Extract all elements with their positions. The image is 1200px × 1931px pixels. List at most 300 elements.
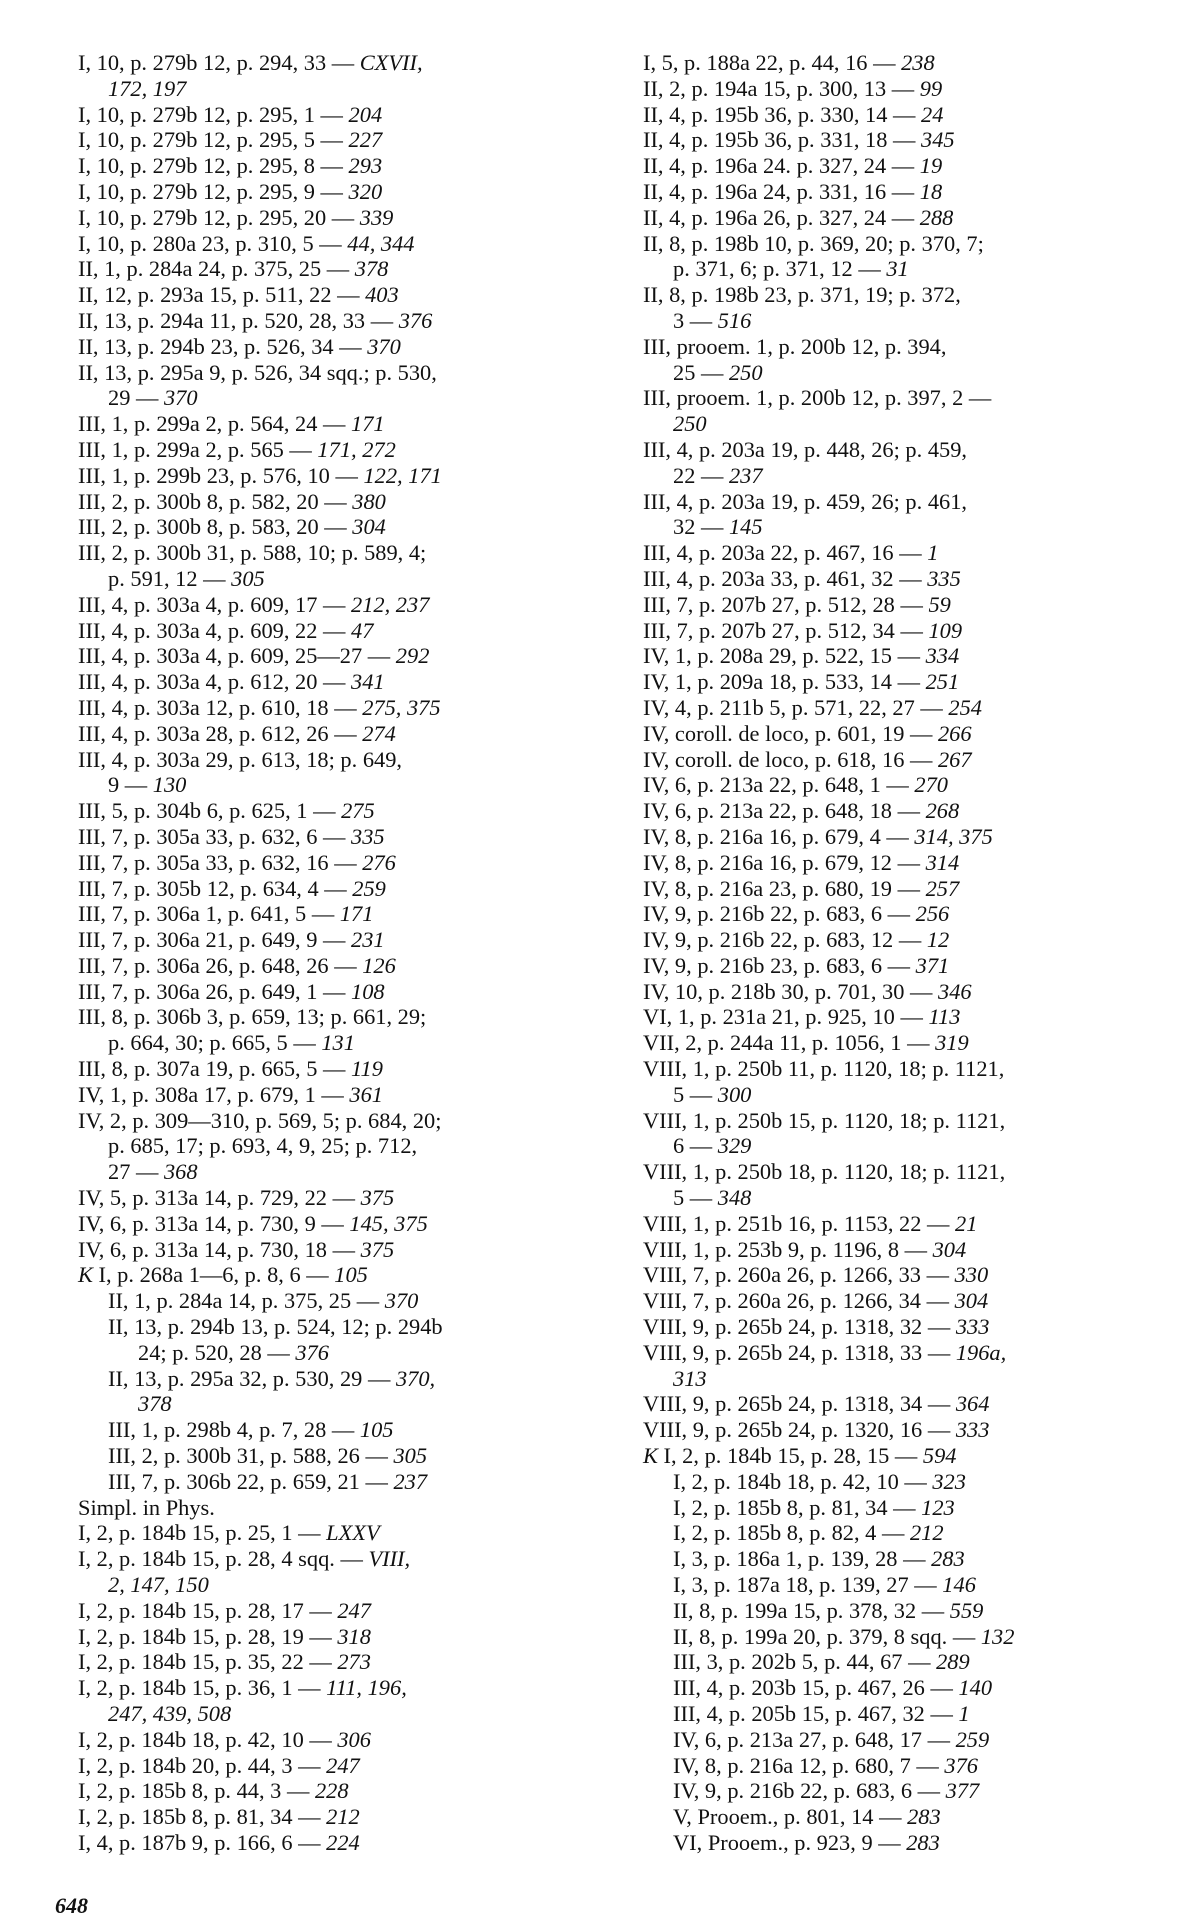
index-entry xyxy=(643,1701,1143,1727)
index-entry xyxy=(643,282,1143,334)
entry-continuation xyxy=(673,514,1143,540)
page-reference: 132 xyxy=(980,1623,1015,1649)
page-reference: 378 xyxy=(138,1391,172,1417)
page-reference: 123 xyxy=(921,1494,955,1520)
locus-text: III, 8, p. 306b 3, p. 659, 13; p. 661, 29; xyxy=(78,1004,427,1030)
index-entry xyxy=(78,308,578,334)
locus-text: VIII, 1, p. 250b 11, p. 1120, 18; p. 1121, xyxy=(643,1056,1005,1082)
index-entry xyxy=(78,1108,578,1185)
locus-text: III, 1, p. 299a 2, p. 564, 24 — xyxy=(78,411,352,437)
locus-text: III, 7, p. 306a 21, p. 649, 9 — xyxy=(78,927,352,953)
page-reference: 313 xyxy=(673,1365,707,1391)
page-reference: 334 xyxy=(925,643,960,669)
page-reference: 212, 237 xyxy=(351,591,430,617)
locus-text: VIII, 7, p. 260a 26, p. 1266, 33 — xyxy=(643,1262,955,1288)
page-reference: 224 xyxy=(326,1829,360,1855)
page-reference: 113 xyxy=(928,1004,961,1030)
index-entry xyxy=(78,1469,578,1495)
index-entry xyxy=(78,282,578,308)
page-reference: 376 xyxy=(398,307,433,333)
locus-text: 6 — xyxy=(673,1133,718,1159)
entry-continuation xyxy=(673,463,1143,489)
page-reference: 304 xyxy=(352,514,386,540)
locus-text: III, prooem. 1, p. 200b 12, p. 394, xyxy=(643,333,947,359)
locus-text: I, 10, p. 280a 23, p. 310, 5 — xyxy=(78,230,348,256)
page-reference: 314 xyxy=(925,849,960,875)
locus-text: III, 7, p. 305a 33, p. 632, 16 — xyxy=(78,849,363,875)
locus-text: V, Prooem., p. 801, 14 — xyxy=(673,1804,908,1830)
index-entry xyxy=(78,1366,578,1418)
locus-text: III, 4, p. 303a 4, p. 609, 17 — xyxy=(78,591,352,617)
index-entry xyxy=(643,1727,1143,1753)
locus-text: 3 — xyxy=(673,307,718,333)
page-reference: 283 xyxy=(906,1829,940,1855)
index-entry xyxy=(643,1030,1143,1056)
page-reference: 273 xyxy=(337,1649,371,1675)
page-reference: 266 xyxy=(937,720,972,746)
locus-text: I, 2, p. 184b 15, p. 36, 1 — xyxy=(78,1675,327,1701)
locus-text: I, 10, p. 279b 12, p. 295, 5 — xyxy=(78,127,349,153)
page-reference: 19 xyxy=(919,153,943,179)
locus-text: VIII, 9, p. 265b 24, p. 1318, 34 — xyxy=(643,1391,956,1417)
index-entry xyxy=(643,1520,1143,1546)
index-entry xyxy=(78,1082,578,1108)
index-entry xyxy=(78,514,578,540)
page-reference: 292 xyxy=(395,643,430,669)
page-reference: 368 xyxy=(163,1159,198,1185)
index-entry xyxy=(643,1056,1143,1108)
page-reference: 304 xyxy=(932,1236,967,1262)
index-entry xyxy=(643,669,1143,695)
page-reference: 305 xyxy=(393,1443,428,1469)
locus-text: IV, coroll. de loco, p. 618, 16 — xyxy=(643,746,938,772)
entry-continuation xyxy=(673,360,1143,386)
page-reference: 247 xyxy=(337,1597,371,1623)
index-entry xyxy=(643,1108,1143,1160)
page-reference: 130 xyxy=(152,772,187,798)
page-reference: 18 xyxy=(919,178,943,204)
locus-text: IV, 6, p. 213a 22, p. 648, 18 — xyxy=(643,798,926,824)
page-reference: 335 xyxy=(351,823,385,849)
index-entry xyxy=(643,695,1143,721)
locus-text: III, 4, p. 203b 15, p. 467, 26 — xyxy=(673,1675,959,1701)
page-reference: 376 xyxy=(295,1339,329,1365)
page-reference: 305 xyxy=(231,565,265,591)
locus-text: II, 4, p. 196a 24. p. 327, 24 — xyxy=(643,153,920,179)
locus-text: VIII, 9, p. 265b 24, p. 1318, 32 — xyxy=(643,1314,956,1340)
locus-text: IV, 6, p. 213a 22, p. 648, 1 — xyxy=(643,772,915,798)
index-entry xyxy=(643,1340,1143,1392)
locus-text: p. 591, 12 — xyxy=(108,565,232,591)
locus-text: IV, 10, p. 218b 30, p. 701, 30 — xyxy=(643,978,939,1004)
page-reference: 131 xyxy=(321,1030,355,1056)
page-reference: 306 xyxy=(337,1726,371,1752)
page-reference: 145 xyxy=(728,514,763,540)
locus-text: II, 4, p. 195b 36, p. 330, 14 — xyxy=(643,101,922,127)
page-reference: 370, xyxy=(395,1365,436,1391)
locus-text: IV, 6, p. 313a 14, p. 730, 9 — xyxy=(78,1210,350,1236)
page-reference: 335 xyxy=(927,565,961,591)
page-reference: 259 xyxy=(352,875,386,901)
index-entry xyxy=(643,489,1143,541)
locus-text: III, 7, p. 306a 26, p. 649, 1 — xyxy=(78,978,352,1004)
index-entry xyxy=(643,876,1143,902)
page-reference: 21 xyxy=(955,1210,978,1236)
index-entry xyxy=(78,1830,578,1856)
page-reference: 237 xyxy=(393,1468,428,1494)
locus-text: III, 4, p. 203a 33, p. 461, 32 — xyxy=(643,565,928,591)
index-entry xyxy=(643,566,1143,592)
section-heading xyxy=(78,1495,578,1521)
locus-text: 32 — xyxy=(673,514,729,540)
locus-text: I, 2, p. 184b 20, p. 44, 3 — xyxy=(78,1752,327,1778)
page-reference: 375 xyxy=(360,1236,395,1262)
locus-text: p. 664, 30; p. 665, 5 — xyxy=(108,1030,322,1056)
index-entry xyxy=(643,1237,1143,1263)
entry-continuation xyxy=(673,1185,1143,1211)
page-reference: 2, 147, 150 xyxy=(108,1572,209,1598)
index-entry xyxy=(78,153,578,179)
index-entry xyxy=(78,876,578,902)
index-entry xyxy=(643,179,1143,205)
index-entry xyxy=(78,1598,578,1624)
locus-text: 29 — xyxy=(108,385,164,411)
page-reference: 364 xyxy=(955,1391,990,1417)
page-reference: 276 xyxy=(362,849,396,875)
locus-text: III, 2, p. 300b 8, p. 582, 20 — xyxy=(78,488,353,514)
locus-text: II, 13, p. 294a 11, p. 520, 28, 33 — xyxy=(78,307,399,333)
page-reference: CXVII, xyxy=(359,50,423,75)
page-reference: 31 xyxy=(886,256,909,282)
locus-text: II, 4, p. 196a 24, p. 331, 16 — xyxy=(643,178,920,204)
index-entry xyxy=(78,721,578,747)
index-entry xyxy=(78,1056,578,1082)
page-reference: 361 xyxy=(349,1081,383,1107)
locus-text: I, 3, p. 187a 18, p. 139, 27 — xyxy=(673,1572,943,1598)
page-reference: 594 xyxy=(922,1443,957,1469)
locus-text: III, 5, p. 304b 6, p. 625, 1 — xyxy=(78,798,342,824)
entry-continuation xyxy=(138,1391,578,1417)
locus-text: III, 7, p. 306a 1, p. 641, 5 — xyxy=(78,901,340,927)
index-entry xyxy=(78,669,578,695)
entry-continuation xyxy=(108,1030,578,1056)
locus-text: p. 685, 17; p. 693, 4, 9, 25; p. 712, xyxy=(108,1133,418,1159)
page-reference: 320 xyxy=(348,178,383,204)
page-reference: 318 xyxy=(337,1623,371,1649)
locus-text: III, 7, p. 305b 12, p. 634, 4 — xyxy=(78,875,353,901)
index-entry xyxy=(643,824,1143,850)
index-entry xyxy=(78,1237,578,1263)
index-entry xyxy=(78,1520,578,1546)
index-entry xyxy=(78,256,578,282)
page-reference: 375 xyxy=(360,1185,395,1211)
page-reference: 333 xyxy=(955,1417,990,1443)
page-reference: 247 xyxy=(326,1752,360,1778)
index-entry xyxy=(643,1753,1143,1779)
locus-text: IV, 8, p. 216a 16, p. 679, 12 — xyxy=(643,849,926,875)
index-entry xyxy=(643,798,1143,824)
page-reference: 370 xyxy=(384,1288,419,1314)
index-entry xyxy=(78,1211,578,1237)
locus-text: Simpl. in Phys. xyxy=(78,1494,215,1520)
index-entry xyxy=(643,1649,1143,1675)
locus-text: 5 — xyxy=(673,1081,718,1107)
page-reference: 283 xyxy=(931,1546,965,1572)
locus-text: III, 4, p. 303a 28, p. 612, 26 — xyxy=(78,720,363,746)
page-reference: 403 xyxy=(365,282,399,308)
page-reference: 345 xyxy=(921,127,955,153)
index-entry xyxy=(78,179,578,205)
locus-text: 9 — xyxy=(108,772,153,798)
page-reference: 339 xyxy=(359,204,394,230)
page-reference: 319 xyxy=(935,1030,969,1056)
index-entry xyxy=(78,927,578,953)
index-entry xyxy=(78,1649,578,1675)
index-entry xyxy=(78,953,578,979)
index-entry xyxy=(643,618,1143,644)
index-entry xyxy=(78,798,578,824)
index-entry xyxy=(643,1624,1143,1650)
page-reference: VIII, xyxy=(368,1546,411,1572)
index-entry xyxy=(643,437,1143,489)
page-reference: 250 xyxy=(673,411,707,437)
locus-text: IV, 9, p. 216b 22, p. 683, 12 — xyxy=(643,927,927,953)
index-entry xyxy=(78,901,578,927)
page-reference: 231 xyxy=(351,927,385,953)
index-entry xyxy=(78,334,578,360)
index-entry xyxy=(78,824,578,850)
index-entry xyxy=(78,1443,578,1469)
page-reference: 238 xyxy=(901,50,935,75)
page-reference: 323 xyxy=(932,1468,966,1494)
page-reference: 227 xyxy=(348,127,383,153)
page-reference: 304 xyxy=(954,1288,989,1314)
entry-continuation xyxy=(673,1366,1143,1392)
page-reference: 283 xyxy=(907,1804,941,1830)
locus-text: I, 2, p. 184b 15, p. 25, 1 — xyxy=(78,1520,327,1546)
index-entry xyxy=(78,1546,578,1598)
index-entry xyxy=(643,747,1143,773)
index-entry xyxy=(643,1417,1143,1443)
index-entry xyxy=(78,1288,578,1314)
entry-continuation xyxy=(138,1340,578,1366)
page-reference: 341 xyxy=(351,669,385,695)
index-entry xyxy=(643,102,1143,128)
index-entry xyxy=(78,1185,578,1211)
index-column-right xyxy=(643,50,1143,1856)
index-entry xyxy=(78,540,578,592)
index-entry xyxy=(78,127,578,153)
index-entry xyxy=(643,1495,1143,1521)
index-entry xyxy=(78,437,578,463)
index-entry xyxy=(78,463,578,489)
index-entry xyxy=(78,1804,578,1830)
locus-text: IV, 6, p. 313a 14, p. 730, 18 — xyxy=(78,1236,361,1262)
index-entry xyxy=(78,1314,578,1366)
page-reference: 140 xyxy=(958,1675,993,1701)
page-reference: 275 xyxy=(341,798,375,824)
locus-text: I, 2, p. 185b 8, p. 82, 4 — xyxy=(673,1520,910,1546)
page-reference: 1 xyxy=(927,540,939,566)
entry-continuation xyxy=(108,1701,578,1727)
locus-text: III, 2, p. 300b 8, p. 583, 20 — xyxy=(78,514,353,540)
page-reference: 204 xyxy=(348,101,383,127)
page-reference: 171 xyxy=(351,411,385,437)
index-entry xyxy=(643,1314,1143,1340)
locus-text: I, 2, p. 184b 15, p. 28, 17 — xyxy=(78,1597,338,1623)
locus-text: VIII, 1, p. 250b 18, p. 1120, 18; p. 1121, xyxy=(643,1159,1006,1185)
index-entry xyxy=(643,1572,1143,1598)
locus-text: II, 4, p. 196a 26, p. 327, 24 — xyxy=(643,204,920,230)
locus-text: IV, 1, p. 308a 17, p. 679, 1 — xyxy=(78,1081,350,1107)
page-reference: 268 xyxy=(925,798,960,824)
index-entry xyxy=(78,1417,578,1443)
locus-text: III, 7, p. 306a 26, p. 648, 26 — xyxy=(78,952,363,978)
locus-text: VII, 2, p. 244a 11, p. 1056, 1 — xyxy=(643,1030,936,1056)
index-entry xyxy=(643,643,1143,669)
locus-text: I, 2, p. 184b 18, p. 42, 10 — xyxy=(78,1726,338,1752)
book-siglum: K xyxy=(643,1443,658,1469)
locus-text: IV, 9, p. 216b 22, p. 683, 6 — xyxy=(643,901,916,927)
locus-text: II, 2, p. 194a 15, p. 300, 13 — xyxy=(643,75,920,101)
index-entry xyxy=(643,592,1143,618)
entry-continuation xyxy=(108,566,578,592)
locus-text: IV, 1, p. 209a 18, p. 533, 14 — xyxy=(643,669,926,695)
page-reference: 247, 439, 508 xyxy=(108,1701,232,1726)
page-reference: 172, 197 xyxy=(108,75,187,101)
locus-text: III, 4, p. 303a 29, p. 613, 18; p. 649, xyxy=(78,746,403,772)
page-reference: 1 xyxy=(958,1701,970,1726)
index-entry xyxy=(78,411,578,437)
locus-text: IV, 9, p. 216b 22, p. 683, 6 — xyxy=(673,1778,946,1804)
locus-text: II, 8, p. 199a 15, p. 378, 32 — xyxy=(673,1597,950,1623)
page-reference: 259 xyxy=(955,1726,990,1752)
page-reference: 329 xyxy=(717,1133,752,1159)
index-entry xyxy=(643,540,1143,566)
page-reference: 559 xyxy=(949,1597,984,1623)
page-reference: 333 xyxy=(955,1314,990,1340)
locus-text: III, 4, p. 203a 22, p. 467, 16 — xyxy=(643,540,928,566)
entry-continuation xyxy=(108,1159,578,1185)
page-reference: 171 xyxy=(339,901,374,927)
index-entry xyxy=(643,772,1143,798)
index-entry xyxy=(643,1159,1143,1211)
page-reference: 171, 272 xyxy=(317,436,396,462)
page-reference: 380 xyxy=(352,488,386,514)
locus-text: III, 7, p. 207b 27, p. 512, 34 — xyxy=(643,617,929,643)
page-reference: 105 xyxy=(334,1262,368,1288)
page-reference: 267 xyxy=(937,746,972,772)
locus-text: VIII, 7, p. 260a 26, p. 1266, 34 — xyxy=(643,1288,955,1314)
locus-text: II, 8, p. 198b 23, p. 371, 19; p. 372, xyxy=(643,282,961,308)
index-entry xyxy=(78,979,578,1005)
locus-text: IV, 8, p. 216a 23, p. 680, 19 — xyxy=(643,875,926,901)
locus-text: II, 1, p. 284a 24, p. 375, 25 — xyxy=(78,256,355,282)
index-entry xyxy=(643,127,1143,153)
page-reference: LXXV xyxy=(326,1520,380,1546)
locus-text: IV, 9, p. 216b 23, p. 683, 6 — xyxy=(643,952,916,978)
index-entry xyxy=(78,1004,578,1056)
locus-text: I, 2, p. 184b 15, p. 28, 19 — xyxy=(78,1623,338,1649)
page-reference: 376 xyxy=(944,1752,978,1778)
locus-text: I, 2, p. 185b 8, p. 44, 3 — xyxy=(78,1778,315,1804)
locus-text: VIII, 9, p. 265b 24, p. 1318, 33 — xyxy=(643,1339,956,1365)
page-reference: 59 xyxy=(928,591,951,617)
index-entry xyxy=(643,1546,1143,1572)
page-reference: 314, 375 xyxy=(914,823,993,849)
entry-continuation xyxy=(108,76,578,102)
locus-text: 5 — xyxy=(673,1185,718,1211)
index-entry xyxy=(643,979,1143,1005)
index-entry xyxy=(643,76,1143,102)
locus-text: III, prooem. 1, p. 200b 12, p. 397, 2 — xyxy=(643,385,992,411)
locus-text: I, p. 268a 1—6, p. 8, 6 — xyxy=(92,1262,335,1288)
entry-continuation xyxy=(108,772,578,798)
page-reference: 12 xyxy=(926,927,950,953)
locus-text: III, 7, p. 305a 33, p. 632, 6 — xyxy=(78,823,352,849)
page-reference: 256 xyxy=(915,901,950,927)
locus-text: II, 13, p. 295a 32, p. 530, 29 — xyxy=(108,1365,396,1391)
page-reference: 44, 344 xyxy=(347,230,415,256)
index-entry xyxy=(643,153,1143,179)
page-reference: 300 xyxy=(717,1081,752,1107)
page-reference: 370 xyxy=(163,385,198,411)
page-reference: 145, 375 xyxy=(349,1210,428,1236)
page-reference: 289 xyxy=(936,1649,970,1675)
entry-continuation xyxy=(673,411,1143,437)
page-reference: 212 xyxy=(909,1520,944,1546)
locus-text: IV, 5, p. 313a 14, p. 729, 22 — xyxy=(78,1185,361,1211)
index-entry xyxy=(643,1391,1143,1417)
index-entry xyxy=(643,721,1143,747)
index-entry xyxy=(78,643,578,669)
page-reference: 293 xyxy=(348,153,383,179)
locus-text: 27 — xyxy=(108,1159,164,1185)
index-entry xyxy=(78,102,578,128)
index-entry xyxy=(643,1004,1143,1030)
locus-text: II, 8, p. 198b 10, p. 369, 20; p. 370, 7; xyxy=(643,230,984,256)
entry-continuation xyxy=(673,1133,1143,1159)
locus-text: II, 12, p. 293a 15, p. 511, 22 — xyxy=(78,282,366,308)
locus-text: III, 4, p. 303a 4, p. 609, 22 — xyxy=(78,617,352,643)
index-entry xyxy=(643,1778,1143,1804)
locus-text: I, 10, p. 279b 12, p. 295, 1 — xyxy=(78,101,349,127)
locus-text: p. 371, 6; p. 371, 12 — xyxy=(673,256,887,282)
page-reference: 254 xyxy=(948,694,982,720)
locus-text: IV, coroll. de loco, p. 601, 19 — xyxy=(643,720,938,746)
locus-text: I, 10, p. 279b 12, p. 295, 8 — xyxy=(78,153,349,179)
index-entry xyxy=(643,334,1143,386)
entry-continuation xyxy=(108,1133,578,1159)
index-entry xyxy=(78,1262,578,1288)
index-entry xyxy=(78,747,578,799)
page-reference: 377 xyxy=(945,1778,980,1804)
page-reference: 348 xyxy=(717,1185,752,1211)
index-entry xyxy=(78,1753,578,1779)
index-entry xyxy=(78,1624,578,1650)
index-entry xyxy=(643,1830,1143,1856)
index-entry xyxy=(643,1675,1143,1701)
page-reference: 47 xyxy=(351,617,374,643)
page-reference: 251 xyxy=(925,669,960,695)
page-reference: 24 xyxy=(921,101,944,127)
locus-text: I, 5, p. 188a 22, p. 44, 16 — xyxy=(643,50,902,75)
page-reference: 275, 375 xyxy=(362,694,441,720)
locus-text: III, 7, p. 207b 27, p. 512, 28 — xyxy=(643,591,929,617)
index-entry xyxy=(78,205,578,231)
locus-text: III, 4, p. 303a 12, p. 610, 18 — xyxy=(78,694,363,720)
page-reference: 108 xyxy=(351,978,385,1004)
